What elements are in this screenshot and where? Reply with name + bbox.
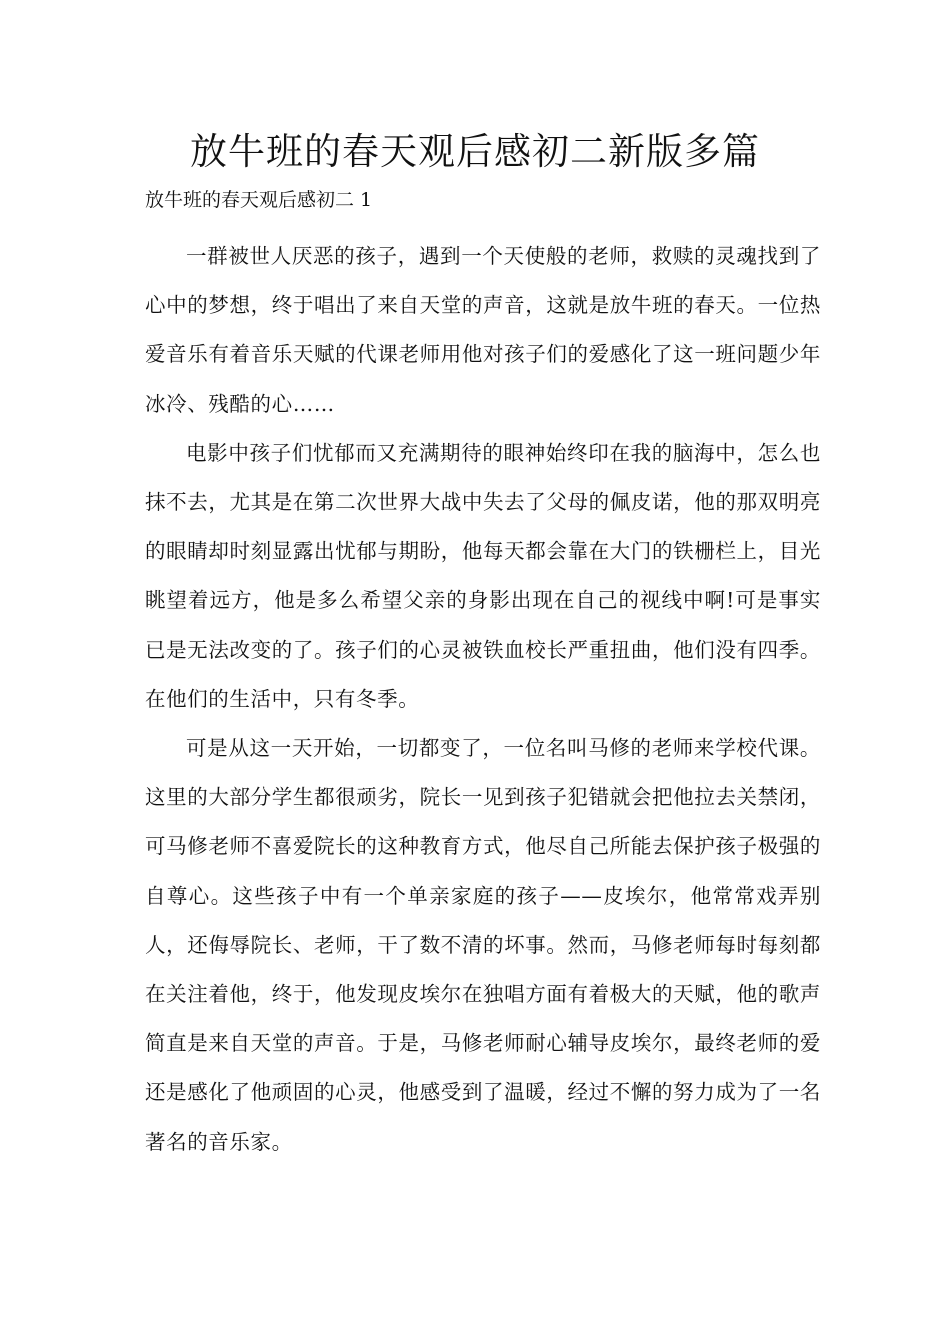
paragraph: 电影中孩子们忧郁而又充满期待的眼神始终印在我的脑海中，怎么也抹不去，尤其是在第二次世界大战中失去了父母的佩皮诺，他的那双明亮的眼睛却时刻显露出忧郁与期盼，他每天都会靠在大门的铁栅栏上，目光眺望着远方，他是多么希望父亲的身影出现在自己的视线中啊!可是事实已是无法改变的了。孩子们的心灵被铁血校长严重扭曲，他们没有四季。在他们的生活中，只有冬季。 xyxy=(145,440,821,711)
paragraph: 可是从这一天开始，一切都变了，一位名叫马修的老师来学校代课。这里的大部分学生都很顽劣，院长一见到孩子犯错就会把他拉去关禁闭，可马修老师不喜爱院长的这种教育方式，他尽自己所能去保护孩子极强的自尊心。这些孩子中有一个单亲家庭的孩子——皮埃尔，他常常戏弄别人，还侮辱院长、老师，干了数不清的坏事。然而，马修老师每时每刻都在关注着他，终于，他发现皮埃尔在独唱方面有着极大的天赋，他的歌声简直是来自天堂的声音。于是，马修老师耐心辅导皮埃尔，最终老师的爱还是感化了他顽固的心灵，他感受到了温暖，经过不懈的努力成为了一名著名的音乐家。 xyxy=(145,736,821,1154)
document-title: 放牛班的春天观后感初二新版多篇 xyxy=(190,130,760,173)
section-heading: 放牛班的春天观后感初二 1 xyxy=(145,189,373,211)
paragraph: 一群被世人厌恶的孩子，遇到一个天使般的老师，救赎的灵魂找到了心中的梦想，终于唱出了来自天堂的声音，这就是放牛班的春天。一位热爱音乐有着音乐天赋的代课老师用他对孩子们的爱感化了这一班问题少年冰冷、残酷的心…… xyxy=(145,244,821,416)
document-body xyxy=(145,232,821,1167)
document-page xyxy=(145,0,825,1344)
